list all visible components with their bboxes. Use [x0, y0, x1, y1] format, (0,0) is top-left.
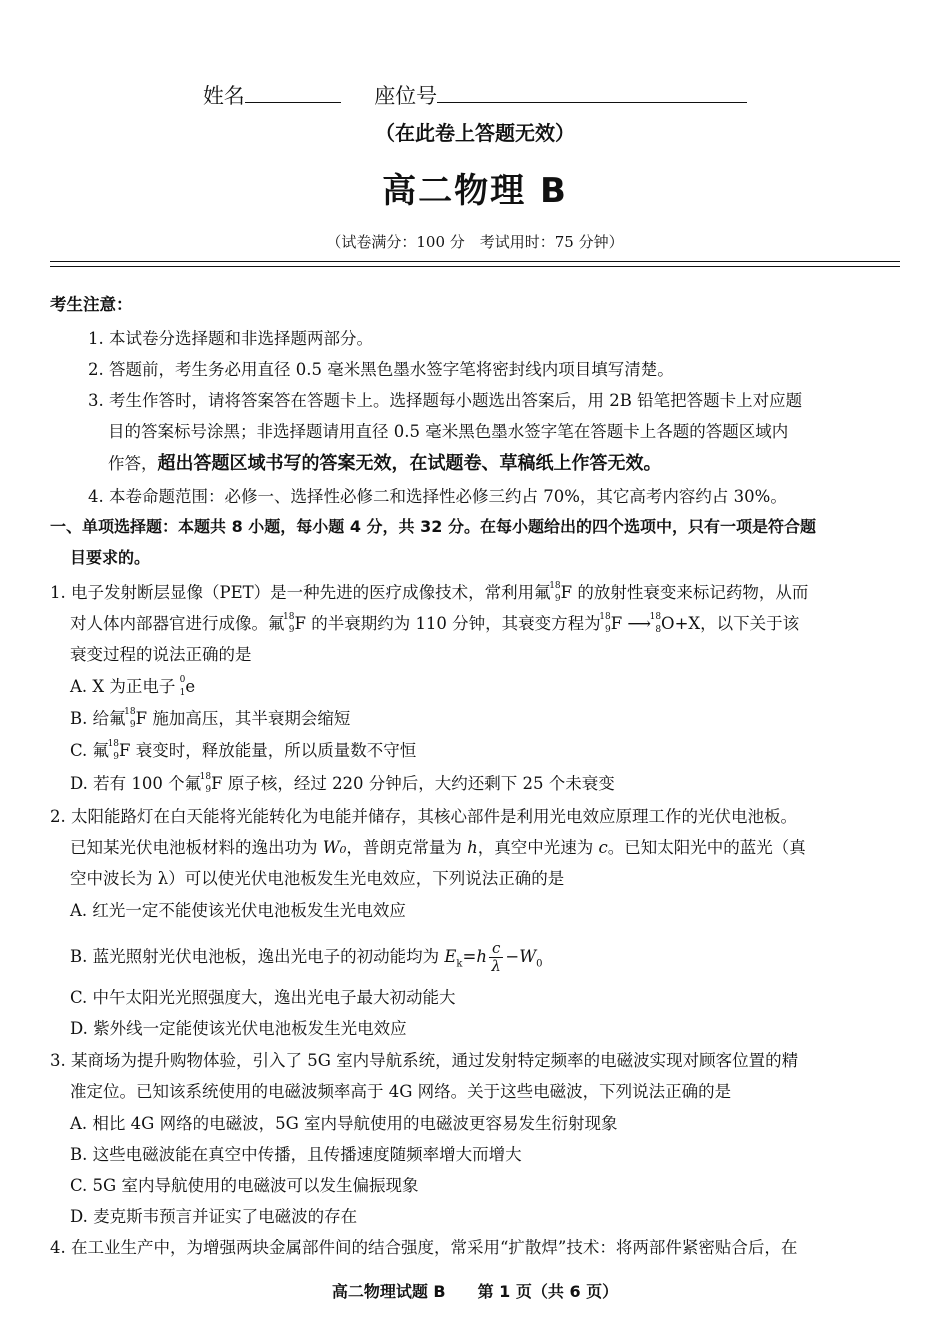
formula-subscript: k [456, 958, 463, 970]
option-text: A. X 为正电子 [70, 677, 176, 696]
q2-symbol: W₀ [322, 838, 347, 857]
notice-item: 1. 本试卷分选择题和非选择题两部分。 [88, 329, 373, 348]
option-text: D. 若有 100 个氟 [70, 774, 202, 793]
q2-symbol: c [598, 838, 608, 857]
q1-text: F 的半衰期约为 110 分钟，其衰变方程为 [294, 614, 601, 633]
seat-blank[interactable] [437, 82, 747, 103]
q2-text: 空中波长为 λ）可以使光伏电池板发生光电效应，下列说法正确的是 [70, 869, 565, 888]
q1-text: 1. 电子发射断层显像（PET）是一种先进的医疗成像技术，常利用氟 [50, 583, 551, 602]
q2-text: 已知某光伏电池板材料的逸出功为 [70, 838, 323, 857]
question-2 [70, 837, 922, 859]
option-text: C. 氟 [70, 741, 110, 760]
isotope-f18: 18 9 [107, 739, 120, 762]
option-b[interactable]: B. 这些电磁波能在真空中传播，且传播速度随频率增大而增大 [70, 1145, 522, 1164]
q2-text: 。已知太阳光中的蓝光（真 [607, 838, 806, 857]
notice-emphasis: 超出答题区域书写的答案无效，在试题卷、草稿纸上作答无效。 [157, 453, 662, 474]
header-rule [50, 261, 900, 262]
q2-symbol: h [467, 838, 478, 857]
section-heading: 目要求的。 [70, 548, 151, 567]
notice-item [108, 453, 950, 475]
isotope-f18: 18 9 [599, 612, 611, 635]
notice-text: 作答， [108, 454, 158, 473]
option-a[interactable]: A. 相比 4G 网络的电磁波，5G 室内导航使用的电磁波更容易发生衍射现象 [70, 1114, 618, 1133]
question-3: 准定位。已知该系统使用的电磁波频率高于 4G 网络。关于这些电磁波，下列说法正确的是 [70, 1082, 732, 1101]
formula-subscript: 0 [536, 958, 543, 970]
option-b[interactable] [70, 938, 922, 976]
option-text: F 施加高压，其半衰期会缩短 [135, 709, 351, 728]
invalid-note: （在此卷上答题无效） [375, 121, 575, 145]
option-b[interactable] [70, 708, 922, 730]
option-a[interactable]: A. 红光一定不能使该光伏电池板发生光电效应 [70, 901, 406, 920]
q2-text: ，真空中光速为 [477, 838, 599, 857]
formula-symbol: h [476, 947, 487, 966]
name-blank[interactable] [245, 82, 341, 103]
question-4: 4. 在工业生产中，为增强两块金属部件间的结合强度，常采用“扩散焊”技术：将两部件紧密贴合后，在 [50, 1238, 798, 1257]
option-d[interactable]: D. 紫外线一定能使该光伏电池板发生光电效应 [70, 1019, 407, 1038]
option-d[interactable] [70, 773, 922, 795]
formula-symbol: E [444, 947, 457, 966]
option-c[interactable] [70, 740, 922, 762]
notice-item: 目的答案标号涂黑；非选择题请用直径 0.5 毫米黑色墨水签字笔在答题卡上各题的答题区域内 [108, 422, 789, 441]
q1-text: 衰变过程的说法正确的是 [70, 645, 252, 664]
isotope-f18: 18 9 [199, 772, 212, 795]
option-d[interactable]: D. 麦克斯韦预言并证实了电磁波的存在 [70, 1207, 358, 1226]
q1-text: O+X，以下关于该 [661, 614, 800, 633]
notice-item: 2. 答题前，考生务必用直径 0.5 毫米黑色墨水签字笔将密封线内项目填写清楚。 [88, 360, 674, 379]
option-text: e [185, 677, 196, 696]
question-1 [70, 613, 922, 635]
seat-label: 座位号 [374, 84, 438, 108]
notice-item: 4. 本卷命题范围：必修一、选择性必修二和选择性必修三约占 70%，其它高考内容约占 30%。 [88, 487, 787, 506]
isotope-f18: 18 9 [549, 581, 561, 604]
option-c[interactable]: C. 中午太阳光光照强度大，逸出光电子最大初动能大 [70, 988, 456, 1007]
formula-symbol: − [505, 947, 520, 966]
isotope-f18: 18 9 [283, 612, 295, 635]
isotope-o18: 18 8 [649, 612, 662, 635]
notice-item: 3. 考生作答时，请将答案答在答题卡上。选择题每小题选出答案后，用 2B 铅笔把答题卡上对应题 [88, 391, 803, 410]
notice-heading: 考生注意： [50, 295, 133, 314]
section-heading: 一、单项选择题：本题共 8 小题，每小题 4 分，共 32 分。在每小题给出的四个选项中，只有一项是符合题 [50, 517, 816, 536]
q1-text: F 的放射性衰变来标记药物，从而 [560, 583, 809, 602]
q1-text: F ⟶ [610, 614, 652, 633]
question-1 [50, 582, 902, 604]
name-label: 姓名 [202, 84, 245, 108]
question-2: 2. 太阳能路灯在白天能将光能转化为电能并储存，其核心部件是利用光电效应原理工作的光伏电池板。 [50, 807, 797, 826]
isotope-f18: 18 9 [124, 707, 136, 730]
option-text: B. 给氟 [70, 709, 126, 728]
q2-text: ，普朗克常量为 [346, 838, 468, 857]
formula-fraction: $\frac{c}{\lambda}$ [489, 940, 503, 975]
formula-symbol: = [462, 947, 477, 966]
student-info-row [0, 80, 950, 110]
option-text: F 原子核，经过 220 分钟后，大约还剩下 25 个未衰变 [211, 774, 615, 793]
positron-symbol: 0 1 [179, 675, 186, 698]
option-c[interactable]: C. 5G 室内导航使用的电磁波可以发生偏振现象 [70, 1176, 419, 1195]
option-a[interactable] [70, 676, 922, 698]
option-text: F 衰变时，释放能量，所以质量数不守恒 [119, 741, 417, 760]
page-title: 高二物理 B [382, 171, 568, 211]
exam-meta: （试卷满分：100 分 考试用时：75 分钟） [326, 233, 624, 251]
header-rule [50, 266, 900, 267]
question-3: 3. 某商场为提升购物体验，引入了 5G 室内导航系统，通过发射特定频率的电磁波实现对顾客位置的精 [50, 1051, 799, 1070]
formula-symbol: W [519, 947, 537, 966]
option-text: B. 蓝光照射光伏电池板，逸出光电子的初动能均为 [70, 947, 445, 966]
q1-text: 对人体内部器官进行成像。氟 [70, 614, 285, 633]
page-footer: 高二物理试题 B 第 1 页（共 6 页） [331, 1282, 619, 1301]
